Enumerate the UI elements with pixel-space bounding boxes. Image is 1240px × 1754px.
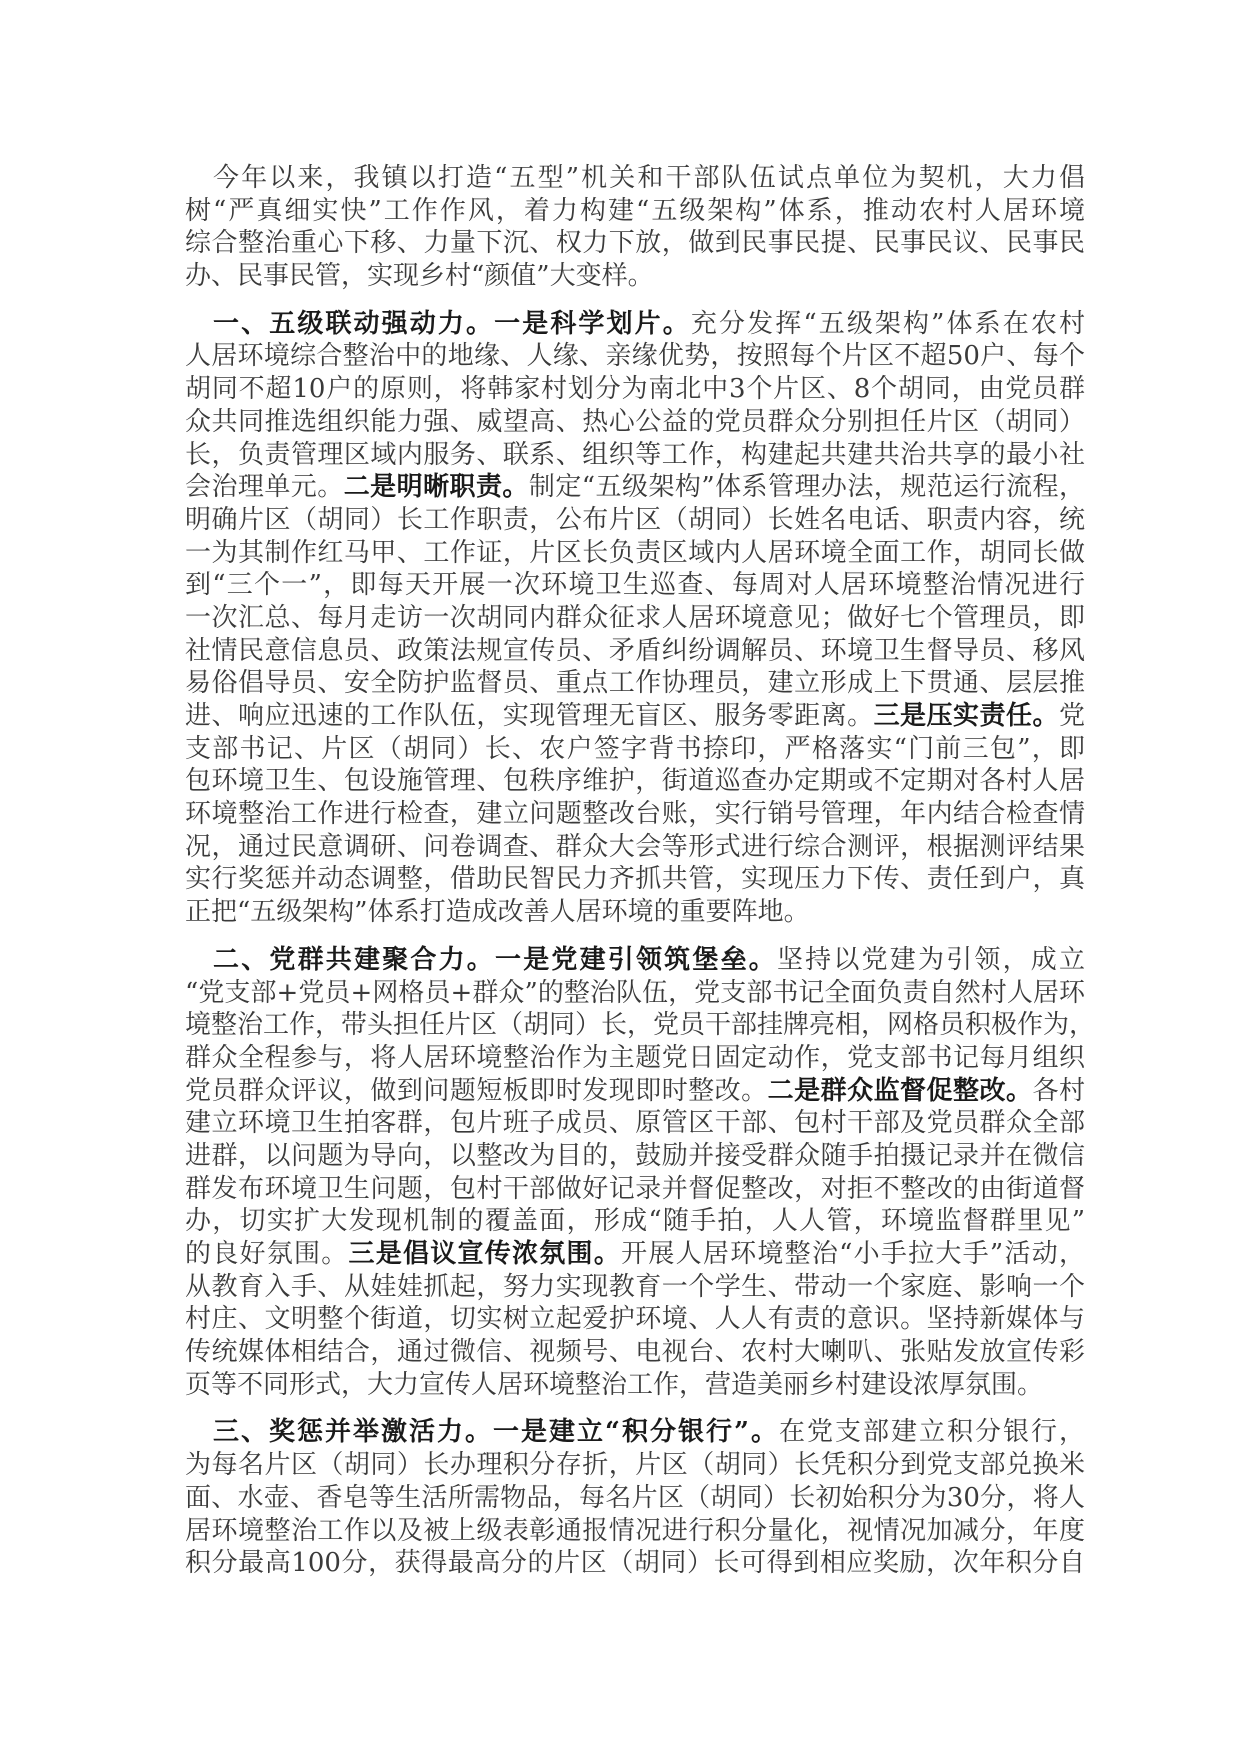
body-text: 从教育入手、从娃娃抓起，努力实现教育一个学生、带动一个家庭、影响一个 bbox=[185, 1271, 1085, 1302]
text-line bbox=[185, 1369, 1085, 1402]
body-text: 今年以来，我镇以打造“五型”机关和干部队伍试点单位为契机，大力倡 bbox=[213, 163, 1085, 193]
body-text: 面、水壶、香皂等生活所需物品，每名片区（胡同）长初始积分为30分，将人 bbox=[185, 1482, 1085, 1513]
text-line bbox=[185, 896, 1085, 929]
text-line bbox=[185, 831, 1085, 864]
bold-heading-text: 三、奖惩并举激活力。一是建立“积分银行”。 bbox=[213, 1417, 779, 1448]
body-text: 页等不同形式，大力宣传人居环境整治工作，营造美丽乡村建设浓厚氛围。 bbox=[185, 1369, 1044, 1400]
text-line bbox=[185, 340, 1085, 373]
text-line bbox=[185, 733, 1085, 766]
text-line bbox=[185, 863, 1085, 896]
text-line bbox=[185, 227, 1085, 260]
bold-heading-text: 三是倡议宣传浓氛围。 bbox=[348, 1239, 622, 1269]
body-text: 包环境卫生、包设施管理、包秩序维护，街道巡查办定期或不定期对各村人居 bbox=[185, 766, 1085, 797]
text-line bbox=[185, 569, 1085, 602]
text-line bbox=[185, 373, 1085, 406]
body-text: 积分最高100分，获得最高分的片区（胡同）长可得到相应奖励，次年积分自 bbox=[185, 1548, 1085, 1579]
body-text: 社情民意信息员、政策法规宣传员、矛盾纠纷调解员、环境卫生督导员、移风 bbox=[185, 635, 1085, 666]
paragraph bbox=[185, 162, 1085, 293]
body-text: 胡同不超10户的原则，将韩家村划分为南北中3个片区、8个胡同，由党员群 bbox=[185, 374, 1085, 405]
body-text: 长，负责管理区域内服务、联系、组织等工作，构建起共建共治共享的最小社 bbox=[185, 439, 1085, 470]
text-line bbox=[185, 1515, 1085, 1548]
body-text: 坚持以党建为引领，成立 bbox=[776, 944, 1085, 975]
body-text: 群发布环境卫生问题，包村干部做好记录并督促整改，对拒不整改的由街道督 bbox=[185, 1173, 1085, 1204]
body-text: 各村 bbox=[1032, 1075, 1085, 1106]
body-text: 居环境整治工作以及被上级表彰通报情况进行积分量化，视情况加减分，年度 bbox=[185, 1515, 1085, 1546]
body-text: 党员群众评议，做到问题短板即时发现即时整改。 bbox=[185, 1075, 768, 1106]
body-text: 在党支部建立积分银行， bbox=[778, 1417, 1085, 1448]
text-line bbox=[185, 1547, 1085, 1580]
body-text: 实行奖惩并动态调整，借助民智民力齐抓共管，实现压力下传、责任到户，真 bbox=[185, 864, 1085, 895]
text-line bbox=[185, 439, 1085, 472]
text-line bbox=[185, 1205, 1085, 1238]
body-text: 到“三个一”，即每天开展一次环境卫生巡查、每周对人居环境整治情况进行 bbox=[185, 570, 1085, 601]
text-line bbox=[185, 1303, 1085, 1336]
bold-heading-text: 二、党群共建聚合力。一是党建引领筑堡垒。 bbox=[213, 944, 777, 975]
bold-heading-text: 二是群众监督促整改。 bbox=[767, 1075, 1033, 1106]
body-text: 村庄、文明整个街道，切实树立起爱护环境、人人有责的意识。坚持新媒体与 bbox=[185, 1304, 1085, 1335]
body-text: 况，通过民意调研、问卷调查、群众大会等形式进行综合测评，根据测评结果 bbox=[185, 831, 1085, 862]
body-text: 进、响应迅速的工作队伍，实现管理无盲区、服务零距离。 bbox=[185, 701, 874, 731]
text-line bbox=[185, 537, 1085, 570]
text-line bbox=[185, 195, 1085, 228]
body-text: 建立环境卫生拍客群，包片班子成员、原管区干部、包村干部及党员群众全部 bbox=[185, 1108, 1085, 1139]
document-body bbox=[185, 162, 1096, 1580]
paragraph bbox=[185, 1416, 1085, 1579]
body-text: 一为其制作红马甲、工作证，片区长负责区域内人居环境全面工作，胡同长做 bbox=[185, 537, 1085, 568]
text-line bbox=[185, 1009, 1096, 1042]
text-line bbox=[185, 977, 1085, 1010]
text-line bbox=[185, 798, 1085, 831]
body-text: 易俗倡导员、安全防护监督员、重点工作协理员，建立形成上下贯通、层层推 bbox=[185, 668, 1085, 699]
bold-heading-text: 三是压实责任。 bbox=[873, 701, 1059, 731]
body-text: 会治理单元。 bbox=[185, 472, 344, 503]
text-line bbox=[185, 471, 1085, 504]
body-text: 办、民事民管，实现乡村“颜值”大变样。 bbox=[185, 261, 654, 292]
text-line bbox=[185, 700, 1085, 733]
text-line bbox=[185, 1075, 1085, 1108]
text-line bbox=[185, 1173, 1085, 1206]
text-line bbox=[185, 1042, 1085, 1075]
text-line bbox=[185, 1140, 1085, 1173]
body-text: 为每名片区（胡同）长办理积分存折，片区（胡同）长凭积分到党支部兑换米 bbox=[185, 1450, 1085, 1481]
bold-heading-text: 一、五级联动强动力。一是科学划片。 bbox=[213, 308, 691, 339]
text-line bbox=[185, 1238, 1085, 1271]
text-line bbox=[185, 504, 1085, 537]
body-text: 开展人居环境整治“小手拉大手”活动， bbox=[621, 1239, 1085, 1269]
paragraph bbox=[185, 308, 1085, 929]
body-text: 办，切实扩大发现机制的覆盖面，形成“随手拍，人人管，环境监督群里见” bbox=[185, 1206, 1085, 1237]
text-line bbox=[185, 162, 1085, 195]
body-text: 一次汇总、每月走访一次胡同内群众征求人居环境意见；做好七个管理员，即 bbox=[185, 602, 1085, 633]
body-text: 党 bbox=[1058, 701, 1085, 731]
text-line bbox=[185, 765, 1085, 798]
text-line bbox=[185, 1449, 1085, 1482]
text-line bbox=[185, 944, 1085, 977]
body-text: 众共同推选组织能力强、威望高、热心公益的党员群众分别担任片区（胡同） bbox=[185, 406, 1085, 437]
body-text: 充分发挥“五级架构”体系在农村 bbox=[690, 308, 1085, 339]
body-text: 环境整治工作进行检查，建立问题整改台账，实行销号管理，年内结合检查情 bbox=[185, 799, 1085, 830]
body-text: 进群，以问题为导向，以整改为目的，鼓励并接受群众随手拍摄记录并在微信 bbox=[185, 1140, 1085, 1171]
text-line bbox=[185, 1107, 1085, 1140]
body-text: 支部书记、片区（胡同）长、农户签字背书捺印，严格落实“门前三包”，即 bbox=[185, 733, 1085, 764]
text-line bbox=[185, 1482, 1085, 1515]
text-line bbox=[185, 1336, 1085, 1369]
body-text: 传统媒体相结合，通过微信、视频号、电视台、农村大喇叭、张贴发放宣传彩 bbox=[185, 1337, 1085, 1368]
text-line bbox=[185, 1416, 1085, 1449]
text-line bbox=[185, 308, 1085, 341]
body-text: 树“严真细实快”工作作风，着力构建“五级架构”体系，推动农村人居环境 bbox=[185, 195, 1085, 226]
body-text: 境整治工作，带头担任片区（胡同）长，党员干部挂牌亮相，网格员积极作为， bbox=[185, 1010, 1096, 1041]
text-line bbox=[185, 635, 1085, 668]
body-text: 群众全程参与，将人居环境整治作为主题党日固定动作，党支部书记每月组织 bbox=[185, 1042, 1085, 1073]
text-line bbox=[185, 1271, 1085, 1304]
text-line bbox=[185, 260, 1085, 293]
body-text: 综合整治重心下移、力量下沉、权力下放，做到民事民提、民事民议、民事民 bbox=[185, 228, 1085, 259]
text-line bbox=[185, 602, 1085, 635]
body-text: 正把“五级架构”体系打造成改善人居环境的重要阵地。 bbox=[185, 897, 810, 928]
body-text: 的良好氛围。 bbox=[185, 1239, 349, 1269]
body-text: “党支部+党员+网格员+群众”的整治队伍，党支部书记全面负责自然村人居环 bbox=[185, 977, 1085, 1008]
text-line bbox=[185, 667, 1085, 700]
paragraph bbox=[185, 944, 1096, 1402]
bold-heading-text: 二是明晰职责。 bbox=[343, 472, 529, 503]
text-line bbox=[185, 406, 1085, 439]
body-text: 制定“五级架构”体系管理办法，规范运行流程， bbox=[528, 472, 1085, 503]
body-text: 明确片区（胡同）长工作职责，公布片区（胡同）长姓名电话、职责内容，统 bbox=[185, 504, 1085, 535]
body-text: 人居环境综合整治中的地缘、人缘、亲缘优势，按照每个片区不超50户、每个 bbox=[185, 341, 1085, 372]
